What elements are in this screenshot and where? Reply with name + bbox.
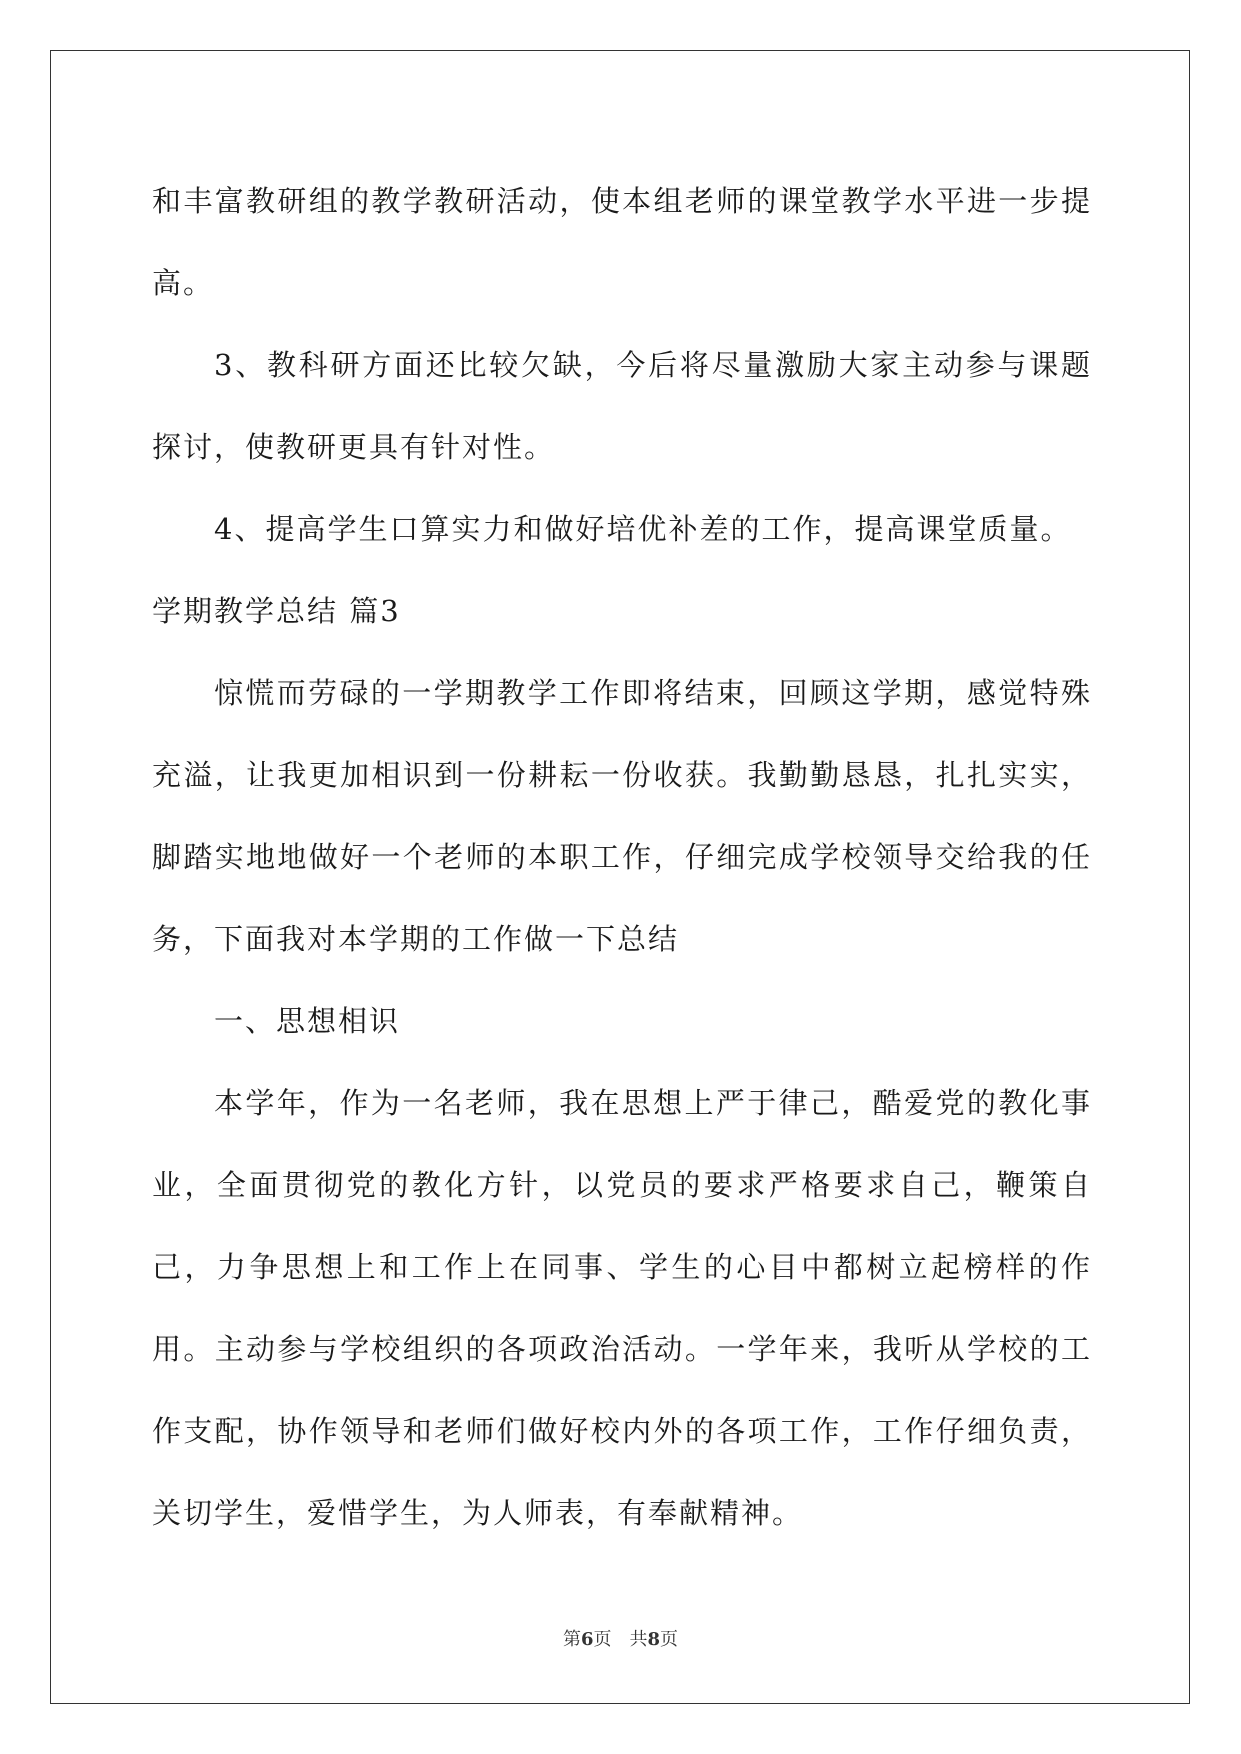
- paragraph-intro: 惊慌而劳碌的一学期教学工作即将结束，回顾这学期，感觉特殊充溢，让我更加相识到一份耕耘一份收获。我勤勤恳恳，扎扎实实，脚踏实地地做好一个老师的本职工作，仔细完成学校领导交给我的任务，下面我对本学期的工作做一下总结: [152, 676, 1092, 956]
- subsection-heading: 一、思想相识: [214, 1004, 401, 1038]
- footer-current-page: 6: [580, 1629, 594, 1650]
- footer-total-suffix: 页: [660, 1629, 679, 1650]
- paragraph-continuation: 和丰富教研组的教学教研活动，使本组老师的课堂教学水平进一步提高。: [152, 184, 1092, 300]
- footer-page-word: 页: [593, 1629, 612, 1650]
- footer-prefix: 第: [562, 1629, 581, 1650]
- paragraph-thoughts: 本学年，作为一名老师，我在思想上严于律己，酷爱党的教化事业，全面贯彻党的教化方针，以党员的要求严格要求自己，鞭策自己，力争思想上和工作上在同事、学生的心目中都树立起榜样的作用。主动参与学校组织的各项政治活动。一学年来，我听从学校的工作支配，协作领导和老师们做好校内外的各项工作，工作仔细负责，关切学生，爱惜学生，为人师表，有奉献精神。: [152, 1086, 1092, 1530]
- paragraph-item-4: 4、提高学生口算实力和做好培优补差的工作，提高课堂质量。: [214, 512, 1072, 546]
- paragraph-item-3: 3、教科研方面还比较欠缺，今后将尽量激励大家主动参与课题探讨，使教研更具有针对性。: [152, 348, 1092, 464]
- page-footer: [0, 1625, 1241, 1651]
- document-body: [152, 160, 1092, 1554]
- footer-total-prefix: 共: [629, 1629, 648, 1650]
- section-heading: 学期教学总结 篇3: [152, 594, 401, 628]
- footer-total-pages: 8: [647, 1629, 661, 1650]
